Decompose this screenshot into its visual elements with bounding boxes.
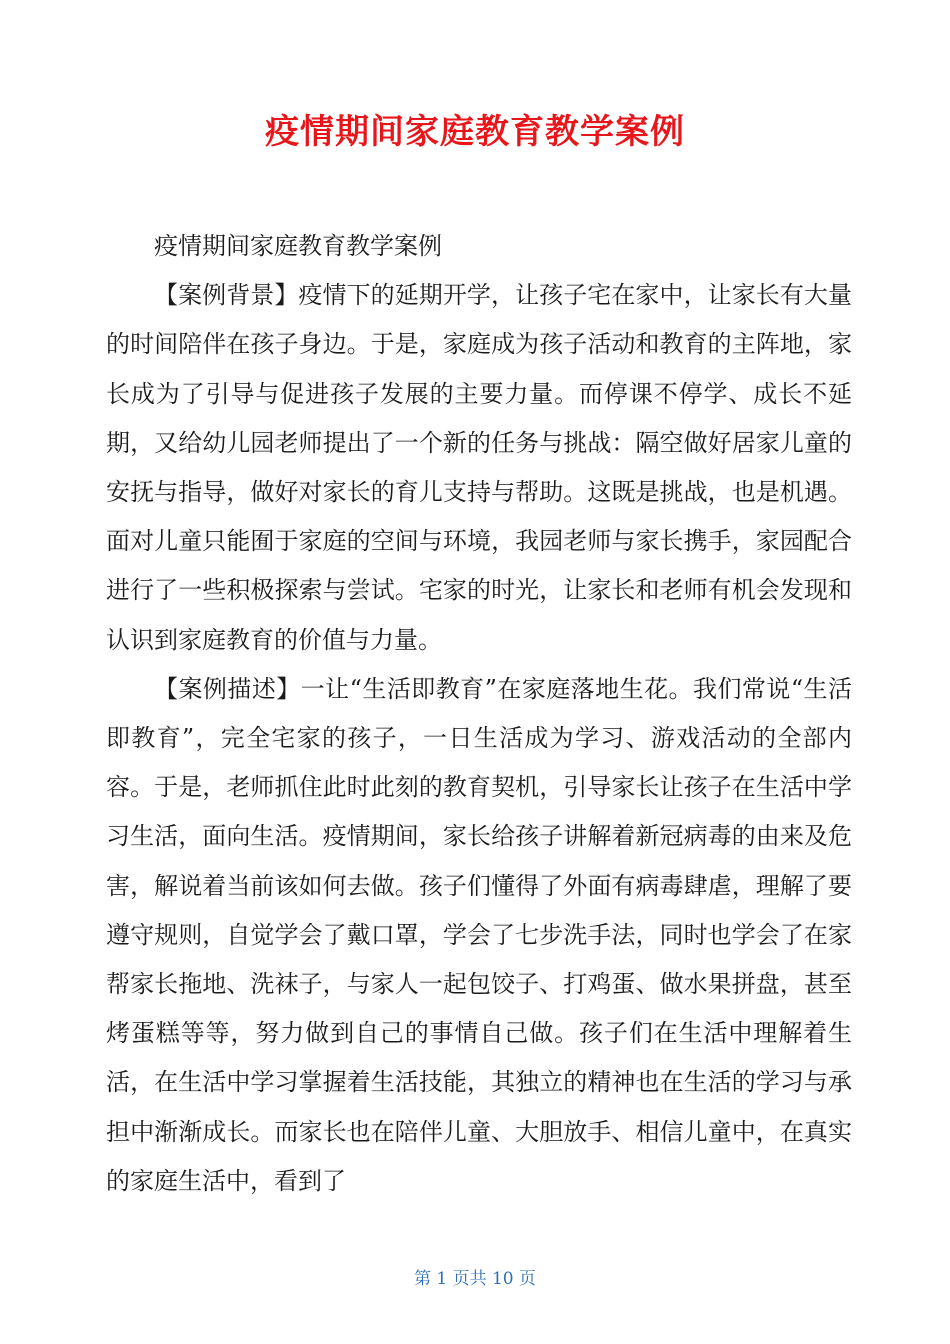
page-title: 疫情期间家庭教育教学案例	[265, 112, 685, 152]
document-body	[106, 222, 852, 1206]
page-number-footer: 第 1 页共 10 页	[413, 1269, 537, 1289]
subtitle-paragraph: 疫情期间家庭教育教学案例	[154, 232, 442, 260]
case-background-paragraph: 【案例背景】疫情下的延期开学，让孩子宅在家中，让家长有大量的时间陪伴在孩子身边。于是，家庭成为孩子活动和教育的主阵地，家长成为了引导与促进孩子发展的主要力量。而停课不停学、成长不延期，又给幼儿园老师提出了一个新的任务与挑战：隔空做好居家儿童的安抚与指导，做好对家长的育儿支持与帮助。这既是挑战，也是机遇。面对儿童只能囿于家庭的空间与环境，我园老师与家长携手，家园配合进行了一些积极探索与尝试。宅家的时光，让家长和老师有机会发现和认识到家庭教育的价值与力量。	[106, 281, 852, 654]
case-description-paragraph: 【案例描述】一让“生活即教育”在家庭落地生花。我们常说“生活即教育”，完全宅家的孩子，一日生活成为学习、游戏活动的全部内容。于是，老师抓住此时此刻的教育契机，引导家长让孩子在生活中学习生活，面向生活。疫情期间，家长给孩子讲解着新冠病毒的由来及危害，解说着当前该如何去做。孩子们懂得了外面有病毒肆虐，理解了要遵守规则，自觉学会了戴口罩，学会了七步洗手法，同时也学会了在家帮家长拖地、洗袜子，与家人一起包饺子、打鸡蛋、做水果拼盘，甚至烤蛋糕等等，努力做到自己的事情自己做。孩子们在生活中理解着生活，在生活中学习掌握着生活技能，其独立的精神也在生活的学习与承担中渐渐成长。而家长也在陪伴儿童、大胆放手、相信儿童中，在真实的家庭生活中，看到了	[106, 674, 852, 1195]
